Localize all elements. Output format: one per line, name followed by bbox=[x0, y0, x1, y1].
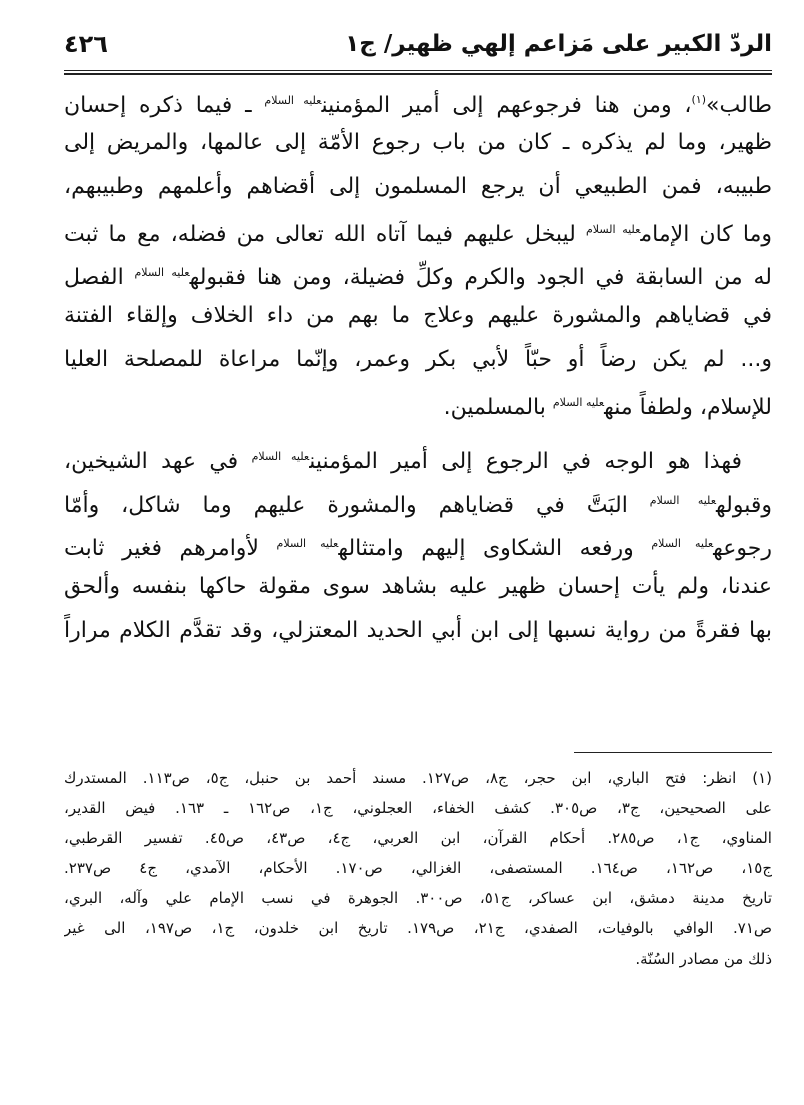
text-segment: البَتَّ في قضاياهم والمشورة عليهم وما شاكل، وأمّا bbox=[64, 492, 650, 518]
footnotes bbox=[64, 763, 772, 974]
footnote-line: ج١٥، ص١٦٢، ص١٦٤. المستصفى، الغزالي، ص١٧٠. الأحكام، الآمدي، ج٤ ص٢٣٧. bbox=[64, 859, 772, 878]
text-segment: وقبوله bbox=[716, 492, 772, 518]
text-line: بها فقرةً من رواية نسبها إلى ابن أبي الحديد المعتزلي، وقد تقدَّم الكلام مراراً bbox=[64, 617, 772, 643]
honorific-ligature-icon: عليه السلام bbox=[264, 94, 322, 107]
text-segment: في عهد الشيخين، bbox=[64, 449, 252, 475]
text-segment: وما كان الإمام bbox=[640, 221, 772, 247]
running-header bbox=[64, 22, 772, 66]
page-number: ٤٢٦ bbox=[64, 30, 108, 58]
paragraph-spacer bbox=[64, 424, 772, 435]
honorific-ligature-icon: عليه السلام bbox=[651, 536, 714, 550]
header-double-rule bbox=[64, 70, 772, 75]
running-title: الردّ الكبير على مَزاعم إلهي ظهير/ ج١ bbox=[345, 31, 772, 57]
text-segment: فهذا هو الوجه في الرجوع إلى أمير المؤمنين bbox=[309, 449, 742, 475]
footnote-line: ص٧١. الوافي بالوفيات، الصفدي، ج٢١، ص١٧٩. تاريخ ابن خلدون، ج١، ص١٩٧، الى غير bbox=[64, 919, 772, 938]
honorific-ligature-icon: عليه السلام bbox=[649, 493, 717, 507]
text-line: في قضاياهم والمشورة عليهم وعلاج ما بهم من داء الخلاف وإلقاء الفتنة bbox=[64, 303, 772, 329]
honorific-ligature-icon: عليه السلام bbox=[552, 396, 605, 410]
paragraph-1 bbox=[64, 78, 772, 424]
text-segment: ليبخل عليهم فيما آتاه الله تعالى من فضله، مع ما ثبت bbox=[64, 221, 586, 247]
text-segment: لأوامرهم فغير ثابت bbox=[64, 535, 277, 561]
honorific-ligature-icon: عليه السلام bbox=[276, 536, 339, 550]
text-segment: ورفعه الشكاوى إليهم وامتثاله bbox=[338, 535, 652, 561]
text-line bbox=[64, 381, 772, 424]
main-text bbox=[64, 78, 772, 652]
text-line: و... لم يكن رضاً أو حبّاً لأبي بكر وعمر، وإنّما مراعاة للمصلحة العليا bbox=[64, 346, 772, 372]
footnote-separator bbox=[574, 752, 772, 753]
text-segment: للإسلام، ولطفاً منه bbox=[604, 395, 772, 421]
text-line bbox=[64, 251, 772, 294]
text-segment: بالمسلمين. bbox=[443, 395, 553, 421]
text-segment: ، ومن هنا فرجوعهم إلى أمير المؤمنين bbox=[321, 93, 692, 118]
footnote-line: (١) انظر: فتح الباري، ابن حجر، ج٨، ص١٢٧. مسند أحمد بن حنبل، ج٥، ص١١٣. المستدرك bbox=[64, 769, 772, 787]
text-segment: رجوعه bbox=[713, 535, 772, 561]
footnote-line: على الصحيحين، ج٣، ص٣٠٥. كشف الخفاء، العجلوني، ج١، ص١٦٢ ـ ١٦٣. فيض القدير، bbox=[64, 799, 772, 818]
text-segment: ـ فيما ذكره إحسان bbox=[64, 93, 265, 118]
text-line bbox=[64, 78, 772, 121]
footnote-line: المناوي، ج١، ص٢٨٥. أحكام القرآن، ابن العربي، ج٤، ص٤٣، ص٤٥. تفسير القرطبي، bbox=[64, 829, 772, 848]
text-segment: طالب» bbox=[706, 93, 772, 118]
text-line bbox=[64, 435, 772, 478]
text-segment: الفصل bbox=[64, 265, 135, 291]
text-line: طبيبه، فمن الطبيعي أن يرجع المسلمون إلى أقضاهم وأعلمهم وطبيبهم، bbox=[64, 173, 772, 199]
text-line bbox=[64, 208, 772, 251]
honorific-ligature-icon: عليه السلام bbox=[251, 450, 310, 464]
footnote-line: ذلك من مصادر السُنّة. bbox=[635, 949, 772, 968]
text-line: عندنا، ولم يأت إحسان ظهير عليه بشاهد سوى مقولة حاكها بنفسه وألحق bbox=[64, 574, 772, 600]
text-line: ظهير، وما لم يذكره ـ كان من باب رجوع الأمّة إلى عالمها، والمريض إلى bbox=[64, 130, 772, 156]
honorific-ligature-icon: عليه السلام bbox=[586, 222, 641, 236]
text-line bbox=[64, 479, 772, 522]
paragraph-2 bbox=[64, 435, 772, 651]
footnote-line: تاريخ مدينة دمشق، ابن عساكر، ج٥١، ص٣٠٠. الجوهرة في نسب الإمام علي وآله، البري، bbox=[64, 889, 772, 908]
honorific-ligature-icon: عليه السلام bbox=[134, 266, 190, 280]
footnote-ref-1[interactable]: (١) bbox=[691, 93, 706, 106]
text-line bbox=[64, 522, 772, 565]
text-segment: له من السابقة في الجود والكرم وكلِّ فضيلة، ومن هنا فقبوله bbox=[189, 265, 772, 291]
